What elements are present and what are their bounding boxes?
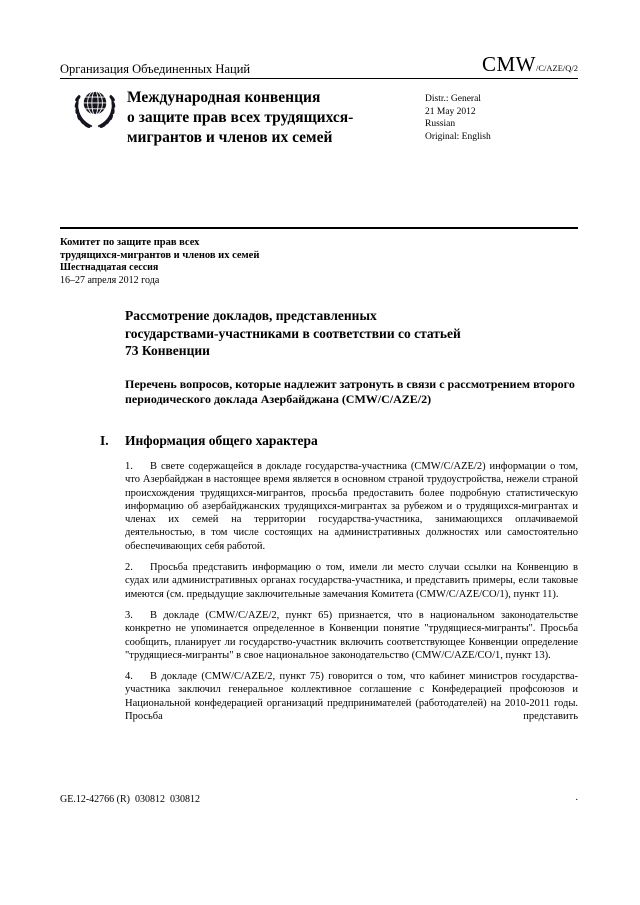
- paragraph-number: 2.: [125, 562, 133, 574]
- paragraph-number: 1.: [125, 461, 133, 472]
- committee-name-line: Комитет по защите прав всех: [60, 237, 200, 248]
- paragraph-text: В докладе (CMW/C/AZE/2, пункт 65) признается, что в национальном законодательстве конкретно не упоминается определенное в Конвенции понятие "трудящиеся-мигранты". Просьба сообщить, планирует ли государство-участник включить соответствующее Конвенции определение "трудящиеся-мигранты" в свое национальное законодательство (CMW/C/AZE/CO/1, пункт 13).: [125, 609, 578, 661]
- document-subheading: Перечень вопросов, которые надлежит затронуть в связи с рассмотрением второго периодического доклада Азербайджана (CMW/C/AZE/2): [125, 377, 575, 406]
- paragraph-text: В докладе (CMW/C/AZE/2, пункт 75) говорится о том, что кабинет министров государства-участника заключил генеральное коллективное соглашение с Конфедерацией профсоюзов и Национальной конфедерацией организаций предпринимателей (работодателей) на 2010-2011 годы. Просьба представить: [125, 671, 578, 723]
- section-title: Информация общего характера: [125, 433, 318, 448]
- footer-reference: GE.12-42766 (R) 030812 030812: [60, 794, 200, 805]
- distr-date: 21 May 2012: [425, 106, 476, 117]
- distr-type: Distr.: General: [425, 94, 481, 104]
- paragraph-text: В свете содержащейся в докладе государства-участника (CMW/C/AZE/2) информации о том, что Азербайджан в настоящее время является в основном страной трудоустройства, нежели страной происхождения трудящихся-мигрантов, просьба предоставить более подробную статистическую информацию об азербайджанских трудящихся-мигрантах за рубежом и о трудящихся-мигрантах и членах их семей на территории государства-участника, занимающихся оплачиваемой деятельностью, в том числе состоящих на административных должностях или самостоятельно обеспечивающих себя работой.: [125, 461, 578, 552]
- committee-block: [60, 237, 259, 287]
- paragraph: [125, 561, 578, 601]
- distr-language: Russian: [425, 119, 456, 129]
- body-paragraphs: [125, 460, 578, 731]
- committee-name-line: трудящихся-мигрантов и членов их семей: [60, 249, 260, 261]
- paragraph-number: 3.: [125, 609, 133, 621]
- un-emblem-icon: [70, 84, 120, 136]
- paragraph-number: 4.: [125, 671, 133, 683]
- document-header: [60, 52, 578, 77]
- page-end-marker: .: [575, 792, 578, 803]
- masthead-rule: [60, 227, 578, 229]
- distribution-block: [425, 93, 491, 143]
- header-rule: [60, 78, 578, 79]
- paragraph: [125, 609, 578, 662]
- convention-title: [127, 88, 427, 148]
- doc-symbol: [482, 52, 578, 77]
- document-heading: Рассмотрение докладов, представленных государствами-участниками в соответствии со статьей 73 Конвенции: [125, 308, 461, 358]
- paragraph-text: Просьба представить информацию о том, имели ли место случаи ссылки на Конвенцию в судах или административных органах государства-участника, и представить примеры, если таковые имеются (см. предыдущие заключительные замечания Комитета (CMW/C/AZE/CO/1), пункт 11).: [125, 562, 578, 600]
- org-name: Организация Объединенных Наций: [60, 62, 251, 76]
- paragraph: [125, 460, 578, 553]
- distr-original: Original: English: [425, 131, 491, 142]
- paragraph: [125, 670, 578, 723]
- session-dates: 16–27 апреля 2012 года: [60, 274, 160, 286]
- convention-title-line: о защите прав всех трудящихся-: [127, 109, 354, 126]
- convention-title-line: мигрантов и членов их семей: [127, 129, 333, 146]
- session-title: Шестнадцатая сессия: [60, 262, 159, 273]
- convention-title-line: Международная конвенция: [127, 89, 321, 106]
- section-heading: [100, 433, 560, 449]
- section-number: I.: [100, 433, 109, 448]
- doc-symbol-suffix: /C/AZE/Q/2: [535, 63, 578, 73]
- doc-symbol-main: CMW: [481, 52, 536, 76]
